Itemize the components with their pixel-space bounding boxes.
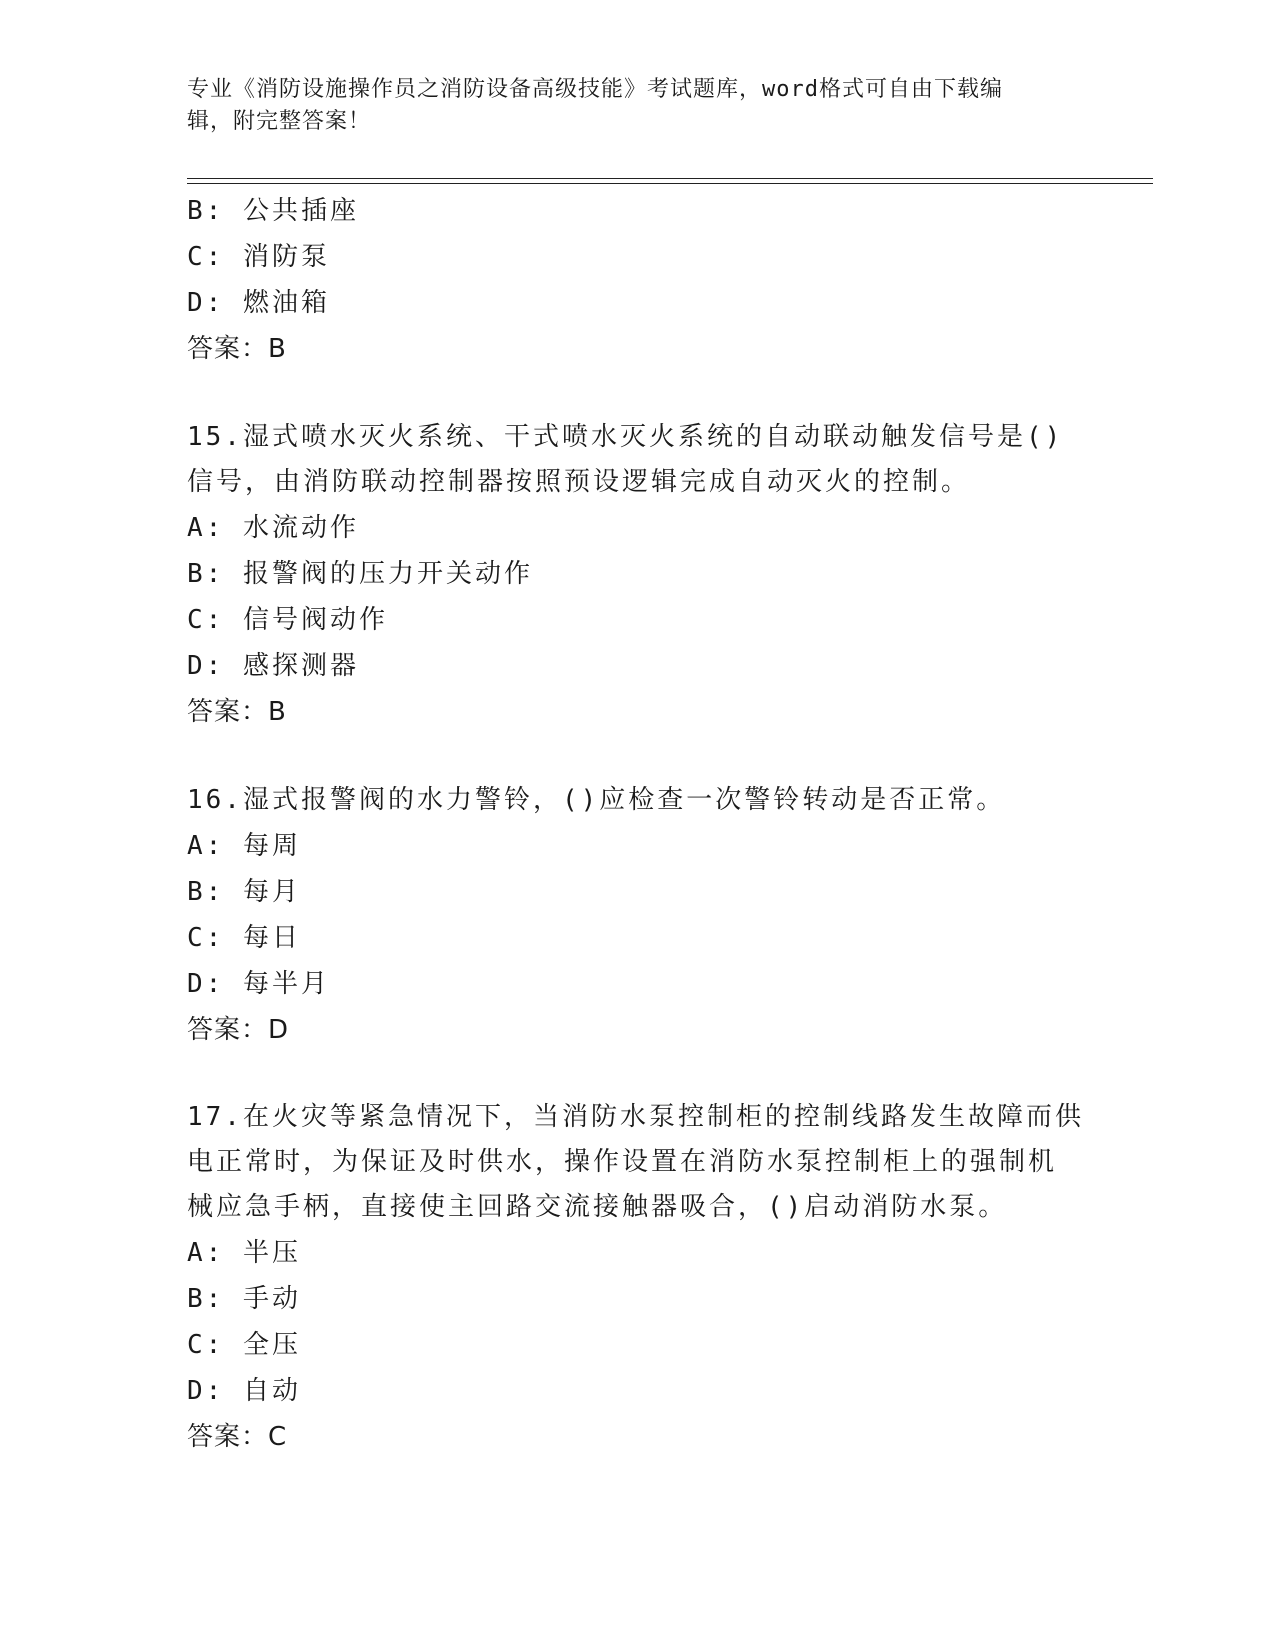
option-b: B: 报警阀的压力开关动作: [187, 559, 533, 589]
question-text-line: 15.湿式喷水灭火系统、干式喷水灭火系统的自动联动触发信号是(): [187, 422, 1064, 452]
header-line-1: 专业《消防设施操作员之消防设备高级技能》考试题库，word格式可自由下载编: [187, 77, 1003, 102]
option-c: C: 全压: [187, 1330, 301, 1360]
option-a: A: 半压: [187, 1238, 301, 1268]
answer-line: 答案：B: [187, 334, 287, 364]
answer-line: 答案：C: [187, 1422, 288, 1452]
spacer: [187, 735, 1087, 778]
spacer: [187, 372, 1087, 415]
question-15-block: [187, 415, 1087, 735]
question-14-block: [187, 188, 1087, 372]
header-line-2: 辑，附完整答案！: [187, 109, 372, 134]
option-c: C: 消防泵: [187, 242, 330, 272]
option-d: D: 自动: [187, 1376, 301, 1406]
question-list: [187, 188, 1087, 1460]
document-header: [187, 74, 1067, 138]
question-text-line: 16.湿式报警阀的水力警铃，()应检查一次警铃转动是否正常。: [187, 785, 1006, 815]
question-16-block: [187, 778, 1087, 1053]
option-c: C: 信号阀动作: [187, 605, 388, 635]
header-divider-top: [187, 178, 1153, 179]
option-c: C: 每日: [187, 923, 301, 953]
option-a: A: 水流动作: [187, 513, 359, 543]
answer-line: 答案：B: [187, 697, 287, 727]
option-d: D: 燃油箱: [187, 288, 330, 318]
option-b: B: 每月: [187, 877, 301, 907]
answer-line: 答案：D: [187, 1015, 290, 1045]
option-d: D: 每半月: [187, 969, 330, 999]
option-a: A: 每周: [187, 831, 301, 861]
question-text-line: 电正常时，为保证及时供水，操作设置在消防水泵控制柜上的强制机: [187, 1147, 1058, 1177]
question-text-line: 信号，由消防联动控制器按照预设逻辑完成自动灭火的控制。: [187, 467, 971, 497]
spacer: [187, 1053, 1087, 1095]
option-b: B: 公共插座: [187, 196, 359, 226]
question-text-line: 械应急手柄，直接使主回路交流接触器吸合，()启动消防水泵。: [187, 1192, 1008, 1222]
header-divider-bottom: [187, 183, 1153, 184]
question-text-line: 17.在火灾等紧急情况下，当消防水泵控制柜的控制线路发生故障而供: [187, 1102, 1084, 1132]
option-b: B: 手动: [187, 1284, 301, 1314]
option-d: D: 感探测器: [187, 651, 359, 681]
question-17-block: [187, 1095, 1087, 1460]
